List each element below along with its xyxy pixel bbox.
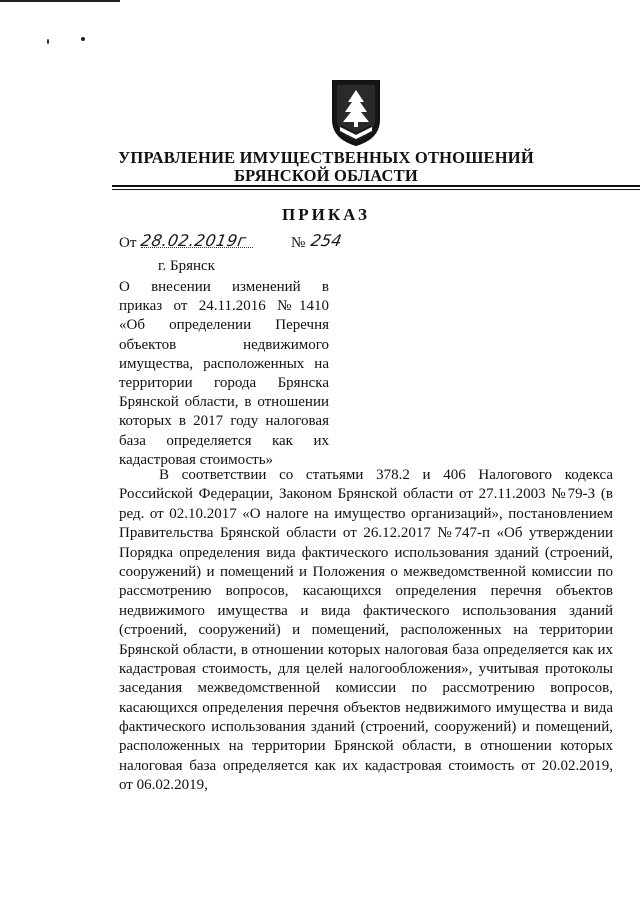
body-line: от 06.02.2019, xyxy=(119,777,208,794)
header-divider-thin xyxy=(112,189,640,190)
body-line: кадастровая стоимость, для целей налогообложения», учитывая протоколы xyxy=(119,660,613,677)
body-line: недвижимого имущества и вида фактического использования зданий xyxy=(119,602,613,619)
body-line: сооружений) и помещений и Положения о межведомственной комиссии по xyxy=(119,563,613,580)
city-label: г. Брянск xyxy=(158,258,215,274)
date-number-line xyxy=(119,233,379,257)
subject-line: база определяется как их xyxy=(119,432,329,449)
date-underline xyxy=(141,247,253,248)
bryansk-coat-of-arms-icon xyxy=(330,78,382,148)
body-line: рассмотрению вопросов, касающихся определения перечня объектов xyxy=(119,583,613,600)
subject-line: имущества, расположенных на xyxy=(119,355,329,372)
scan-speck xyxy=(81,37,85,41)
body-line: касающихся определения перечня объектов недвижимого имущества и вида xyxy=(119,699,613,716)
body-line: налоговая база определяется как их кадастровая стоимость от 20.02.2019, xyxy=(119,757,613,774)
organization-name-line2: БРЯНСКОЙ ОБЛАСТИ xyxy=(234,166,418,185)
body-line: Брянской области, в отношении которых налоговая база определяется как их xyxy=(119,641,613,658)
subject-line: территории города Брянска xyxy=(119,374,329,391)
body-line: фактического использования зданий (строений, сооружений) и помещений, xyxy=(119,719,613,736)
handwritten-number: 254 xyxy=(309,231,344,250)
order-subject xyxy=(119,278,329,470)
body-line: заседания межведомственной комиссии по рассмотрению вопросов, xyxy=(119,680,613,697)
subject-line: «Об определении Перечня xyxy=(119,317,329,334)
body-line: Российской Федерации, Законом Брянской области от 27.11.2003 №79-З (в xyxy=(119,486,613,503)
subject-line: объектов недвижимого xyxy=(119,336,329,353)
date-prefix: От xyxy=(119,235,137,251)
body-line: расположенных на территории Брянской области, в отношении которых xyxy=(119,738,613,755)
header-divider xyxy=(112,185,640,187)
subject-line: О внесении изменений в xyxy=(119,279,329,295)
subject-line: Брянской области, в отношении xyxy=(119,394,329,411)
handwritten-date: 28.02.2019г xyxy=(139,231,249,250)
body-line: Порядка определения вида фактического использования зданий (строений, xyxy=(119,544,613,561)
order-body xyxy=(119,466,613,796)
scan-border-line xyxy=(0,0,120,2)
number-sign: № xyxy=(291,235,306,251)
scan-speck xyxy=(47,39,49,44)
body-line: ред. от 02.10.2017 «О налоге на имущество организаций», постановлением xyxy=(119,505,613,522)
body-line: В соответствии со статьями 378.2 и 406 Налогового кодекса xyxy=(159,467,613,483)
subject-line: которых в 2017 году налоговая xyxy=(119,413,329,430)
body-line: Правительства Брянской области от 26.12.2017 №747-п «Об утверждении xyxy=(119,525,613,542)
document-title: ПРИКАЗ xyxy=(282,205,370,224)
subject-line: кадастровая стоимость» xyxy=(119,451,274,468)
organization-name-line1: УПРАВЛЕНИЕ ИМУЩЕСТВЕННЫХ ОТНОШЕНИЙ xyxy=(118,148,534,167)
body-line: (строений, сооружений) и помещений, расположенных на территории xyxy=(119,622,613,639)
subject-line: приказ от 24.11.2016 №1410 xyxy=(119,298,329,315)
